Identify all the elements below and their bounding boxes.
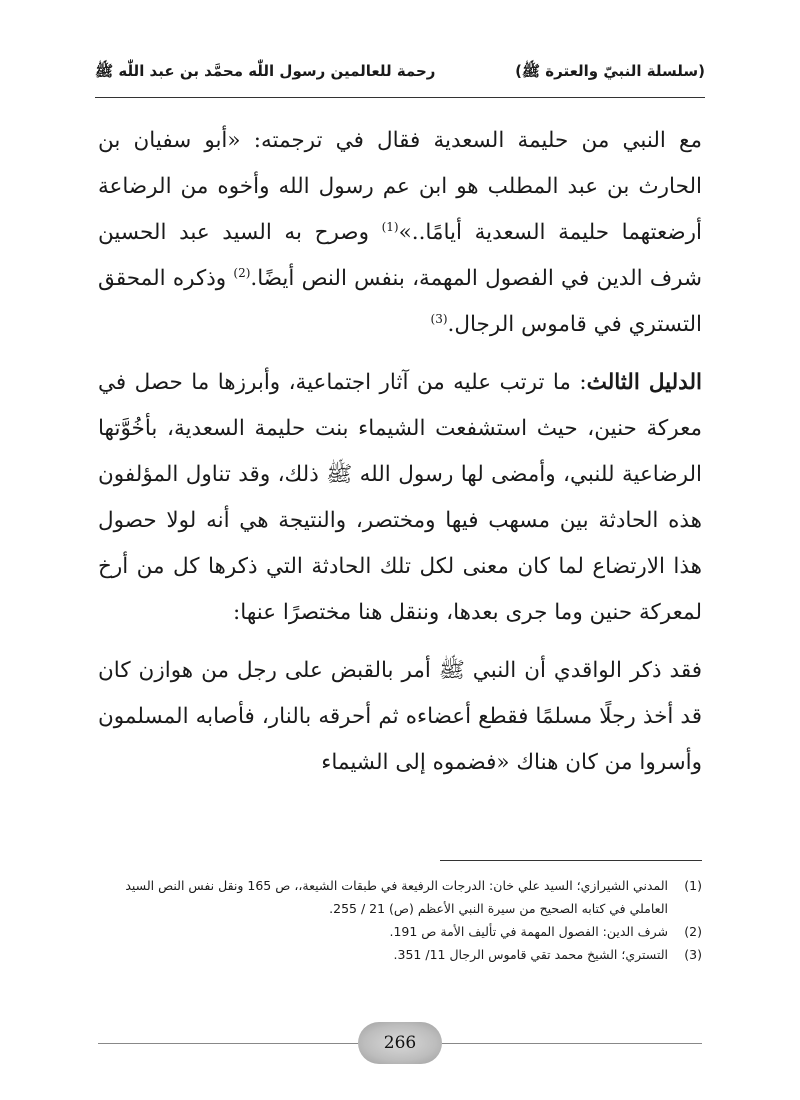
footer-rule-right bbox=[442, 1043, 702, 1044]
page-number-badge bbox=[358, 1022, 442, 1064]
footnote-ref-3[interactable]: (3) bbox=[430, 311, 448, 326]
footnote-1 bbox=[98, 874, 702, 920]
page-footer bbox=[98, 1022, 702, 1066]
book-title: رحمة للعالمين رسول اللّٰه محمَّد بن عبد اللّٰه ﷺ bbox=[95, 62, 436, 80]
header-divider bbox=[95, 97, 705, 98]
page-number: 266 bbox=[383, 1033, 417, 1053]
footnote-ref-1[interactable]: (1) bbox=[381, 219, 399, 234]
footnote-number: (3) bbox=[684, 947, 702, 962]
footnote-text: شرف الدين: الفصول المهمة في تأليف الأمة ص 191. bbox=[389, 924, 668, 939]
footnote-text: المدني الشيرازي؛ السيد علي خان: الدرجات الرفيعة في طبقات الشيعة،، ص 165 ونقل نفس النص السيد العاملي في كتابه الصحيح من سيرة النبي الأعظم (ص) 21 / 255. bbox=[125, 878, 668, 916]
footnote-3 bbox=[98, 943, 702, 966]
footer-rule-left bbox=[98, 1043, 358, 1044]
footnotes bbox=[98, 874, 702, 966]
paragraph-3 bbox=[98, 648, 702, 786]
paragraph-1 bbox=[98, 118, 702, 348]
paragraph-1-text-a: مع النبي من حليمة السعدية فقال في ترجمته: «أبو سفيان بن الحارث بن عبد المطلب هو ابن عم رسول الله وأخوه من الرضاعة أرضعتهما حليمة السعدية أيامًا..» bbox=[98, 128, 702, 245]
paragraph-2-label: الدليل الثالث bbox=[586, 370, 702, 395]
paragraph-1-text-b: وصرح به السيد عبد الحسين شرف الدين في الفصول المهمة، بنفس النص أيضًا. bbox=[98, 220, 702, 291]
footnote-2 bbox=[98, 920, 702, 943]
paragraph-3-text: فقد ذكر الواقدي أن النبي ﷺ أمر بالقبض على رجل من هوازن كان قد أخذ رجلًا مسلمًا فقطع أعضاءه ثم أحرقه بالنار، فأصابه المسلمون وأسروا من كان هناك «فضموه إلى الشيماء bbox=[98, 658, 702, 775]
footnote-divider bbox=[440, 860, 702, 861]
main-text bbox=[98, 118, 702, 786]
footnote-text: التستري؛ الشيخ محمد تقي قاموس الرجال 11/ 351. bbox=[393, 947, 668, 962]
footnote-ref-2[interactable]: (2) bbox=[233, 265, 251, 280]
paragraph-1-text-c: وذكره المحقق التستري في قاموس الرجال. bbox=[98, 266, 702, 337]
paragraph-2-text: : ما ترتب عليه من آثار اجتماعية، وأبرزها ما حصل في معركة حنين، حيث استشفعت الشيماء بنت حليمة السعدية، بأخُوَّتها الرضاعية للنبي، وأمضى لها رسول الله ﷺ ذلك، وقد تناول المؤلفون هذه الحادثة بين مسهب فيها ومختصر، والنتيجة هي أنه لولا حصول هذا الارتضاع لما كان معنى لكل تلك الحادثة التي ذكرها كل من أرخ لمعركة حنين وما جرى بعدها، وننقل هنا مختصرًا عنها: bbox=[98, 370, 702, 625]
paragraph-2 bbox=[98, 360, 702, 636]
running-header bbox=[95, 58, 705, 88]
series-title: (سلسلة النبيّ والعترة ﷺ) bbox=[515, 62, 705, 80]
footnote-number: (2) bbox=[684, 924, 702, 939]
footnote-number: (1) bbox=[684, 878, 702, 893]
